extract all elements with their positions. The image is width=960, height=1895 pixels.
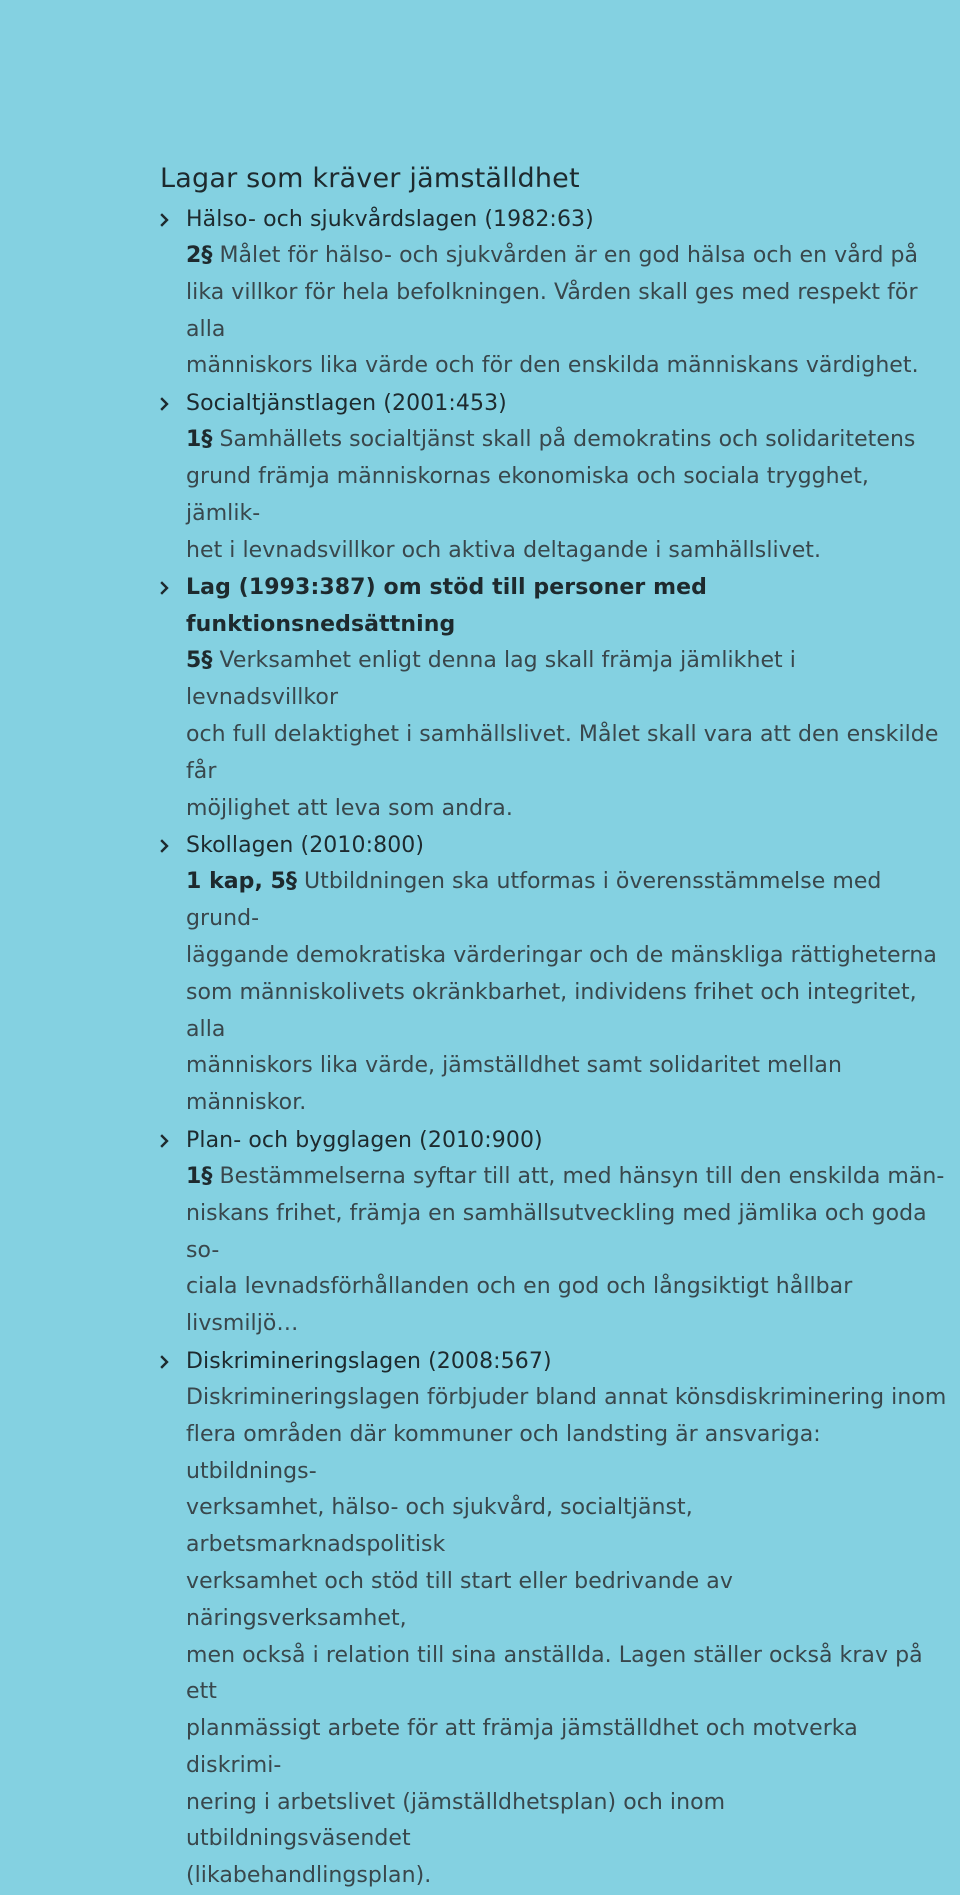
law-text-line bbox=[186, 643, 950, 717]
law-text-line bbox=[186, 238, 950, 275]
law-text-line-0: Samhällets socialtjänst skall på demokratins och solidaritetens bbox=[219, 427, 916, 453]
law-ref: 1§ bbox=[186, 1163, 213, 1189]
law-text-line-2: som människolivets okränkbarhet, individens frihet och integritet, alla bbox=[186, 979, 917, 1042]
law-text-line-2: het i levnadsvillkor och aktiva deltagande i samhällslivet. bbox=[186, 537, 822, 563]
law-title: Plan- och bygglagen (2010:900) bbox=[186, 1127, 543, 1153]
law-text-line bbox=[186, 422, 950, 459]
law-text-line-5: planmässigt arbete för att främja jämställdhet och motverka diskrimi- bbox=[186, 1716, 858, 1778]
law-text-line-2: ciala levnadsförhållanden och en god och långsiktigt hållbar livsmiljö… bbox=[186, 1274, 853, 1337]
law-title: Skollagen (2010:800) bbox=[186, 833, 425, 859]
law-text-line-4: men också i relation till sina anställda. Lagen ställer också krav på ett bbox=[186, 1642, 923, 1705]
law-ref: 2§ bbox=[186, 243, 213, 268]
law-item-halso-och-sjukvardslagen bbox=[160, 201, 950, 385]
law-item-diskrimineringslagen bbox=[160, 1343, 950, 1895]
law-text-line-2: människors lika värde och för den enskilda människans värdighet. bbox=[186, 353, 919, 379]
law-text-line bbox=[186, 1159, 950, 1196]
law-title: Lag (1993:387) om stöd till personer med funktionsnedsättning bbox=[186, 575, 708, 638]
page-title: Lagar som kräver jämställdhet bbox=[160, 163, 580, 194]
law-text-line-0: Diskrimineringslagen förbjuder bland annat könsdiskriminering inom bbox=[186, 1384, 947, 1410]
law-item-plan-och-bygglagen bbox=[160, 1122, 950, 1343]
law-text-line-2: möjlighet att leva som andra. bbox=[186, 795, 513, 821]
law-text-line-3: människors lika värde, jämställdhet samt solidaritet mellan människor. bbox=[186, 1053, 842, 1116]
law-list bbox=[160, 201, 950, 1895]
law-text-line-1: flera områden där kommuner och landsting är ansvariga: utbildnings- bbox=[186, 1421, 821, 1484]
chevron-right-icon bbox=[160, 569, 174, 606]
law-item-skollagen bbox=[160, 827, 950, 1122]
chevron-right-icon bbox=[160, 1122, 174, 1159]
law-text-line-1: och full delaktighet i samhällslivet. Målet skall vara att den enskilde får bbox=[186, 721, 939, 784]
law-text-line-1: grund främja människornas ekonomiska och sociala trygghet, jämlik- bbox=[186, 463, 869, 526]
law-text-line bbox=[186, 864, 950, 938]
law-text-line-6: nering i arbetslivet (jämställdhetsplan) och inom utbildningsväsendet bbox=[186, 1789, 726, 1852]
law-text-line-1: läggande demokratiska värderingar och de mänskliga rättigheterna bbox=[186, 942, 937, 968]
law-text-line-1: lika villkor för hela befolkningen. Vården skall ges med respekt för alla bbox=[186, 279, 918, 342]
law-text-line-0: Bestämmelserna syftar till att, med hänsyn till den enskilda män- bbox=[219, 1163, 945, 1189]
law-title: Diskrimineringslagen (2008:567) bbox=[186, 1348, 552, 1374]
law-title: Hälso- och sjukvårdslagen (1982:63) bbox=[186, 207, 594, 232]
law-ref: 5§ bbox=[186, 648, 213, 674]
chevron-right-icon bbox=[160, 201, 174, 238]
law-ref: 1 kap, 5§ bbox=[186, 869, 297, 895]
chevron-right-icon bbox=[160, 1343, 174, 1380]
law-title: Socialtjänstlagen (2001:453) bbox=[186, 391, 507, 417]
law-item-socialtjanstlagen bbox=[160, 385, 950, 569]
chevron-right-icon bbox=[160, 385, 174, 422]
law-ref: 1§ bbox=[186, 427, 213, 453]
law-text-line-0: Verksamhet enligt denna lag skall främja jämlikhet i levnadsvillkor bbox=[186, 648, 796, 711]
law-text-line-2: verksamhet, hälso- och sjukvård, socialtjänst, arbetsmarknadspolitisk bbox=[186, 1495, 693, 1558]
law-text-line-0: Målet för hälso- och sjukvården är en god hälsa och en vård på bbox=[219, 243, 919, 268]
law-text-line-3: verksamhet och stöd till start eller bedrivande av näringsverksamhet, bbox=[186, 1568, 733, 1631]
law-item-lss bbox=[160, 569, 950, 827]
law-text-line-1: niskans frihet, främja en samhällsutveckling med jämlika och goda so- bbox=[186, 1200, 927, 1263]
law-text-line-7: (likabehandlingsplan). bbox=[186, 1863, 432, 1889]
law-text-line-0: Utbildningen ska utformas i överensstämmelse med grund- bbox=[186, 869, 882, 932]
chevron-right-icon bbox=[160, 827, 174, 864]
